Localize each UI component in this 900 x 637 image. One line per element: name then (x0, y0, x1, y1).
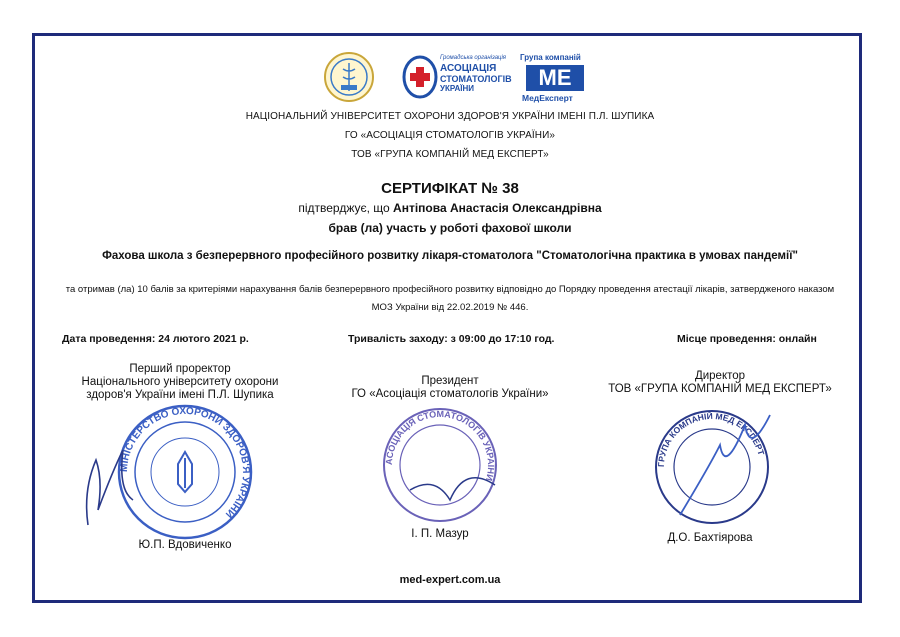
university-emblem-icon (323, 51, 375, 103)
event-date: Дата проведення: 24 лютого 2021 р. (62, 333, 249, 345)
association-logo (402, 53, 512, 103)
org-association: ГО «АСОЦІАЦІЯ СТОМАТОЛОГІВ УКРАЇНИ» (344, 130, 556, 141)
confirms-prefix: підтверджує, що (298, 201, 390, 215)
signatory-3-title (600, 370, 840, 396)
signatory-1-title-line1: Перший проректор (129, 363, 231, 375)
signatory-3-title-line1: Директор (694, 370, 746, 382)
signatory-3-title-line2: ТОВ «ГРУПА КОМПАНІЙ МЕД ЕКСПЕРТ» (608, 383, 832, 395)
university-stamp-text: МІНІСТЕРСТВО ОХОРОНИ ЗДОРОВ'Я УКРАЇНИ (118, 405, 252, 520)
signatory-2-title-line2: ГО «Асоціація стоматологів України» (351, 388, 549, 400)
association-line2: СТОМАТОЛОГІВ (440, 74, 512, 84)
signatory-1-name: Ю.П. Вдовиченко (138, 539, 232, 551)
association-line1: АСОЦІАЦІЯ (440, 63, 497, 74)
school-name: Фахова школа з безперервного професійного розвитку лікаря-стоматолога "Стоматологічна практика в умовах пандемії" (102, 250, 798, 262)
medexpert-logo (520, 53, 592, 105)
event-duration: Тривалість заходу: з 09:00 до 17:10 год. (348, 333, 555, 345)
recipient-name: Антіпова Анастасія Олександрівна (393, 201, 602, 215)
red-cross-icon (402, 55, 438, 99)
event-place: Місце проведення: онлайн (677, 333, 817, 345)
medexpert-top-text: Група компаній (520, 53, 581, 62)
association-line3: УКРАЇНИ (440, 84, 475, 93)
svg-text:ГРУПА КОМПАНІЙ МЕД ЕКСПЕРТ (656, 410, 767, 467)
signatory-1-title-line2: Національного університету охорони (81, 376, 279, 388)
medexpert-bottom-text: МедЕксперт (522, 93, 573, 103)
org-medexpert: ТОВ «ГРУПА КОМПАНІЙ МЕД ЕКСПЕРТ» (351, 149, 549, 160)
signatory-1-title (70, 363, 290, 402)
medexpert-stamp-icon (650, 405, 780, 530)
medexpert-stamp-text: ГРУПА КОМПАНІЙ МЕД ЕКСПЕРТ (655, 410, 767, 468)
association-stamp-text: АСОЦІАЦІЯ СТОМАТОЛОГІВ УКРАЇНИ (383, 408, 497, 482)
points-line2: МОЗ України від 22.02.2019 № 446. (371, 302, 529, 313)
medexpert-mark: МЕ (526, 65, 584, 91)
logo-row (0, 48, 900, 108)
points-line1: та отримав (ла) 10 балів за критеріями нарахування балів безперервного професійного розвитку відповідно до Порядку проведення атестації лікарів, затвердженого наказом (65, 284, 835, 295)
signatory-2-title-line1: Президент (421, 375, 479, 387)
signatory-2-title (340, 375, 560, 401)
org-university: НАЦІОНАЛЬНИЙ УНІВЕРСИТЕТ ОХОРОНИ ЗДОРОВ'Я УКРАЇНИ ІМЕНІ П.Л. ШУПИКА (245, 111, 655, 122)
signatory-1-title-line3: здоров'я України імені П.Л. Шупика (86, 389, 274, 401)
signatory-3-name: Д.О. Бахтіярова (667, 532, 753, 544)
confirms-line (0, 201, 900, 215)
association-name (440, 64, 512, 94)
footer-website[interactable]: med-expert.com.ua (399, 574, 501, 586)
association-stamp-icon (375, 405, 505, 525)
participation-line: брав (ла) участь у роботі фахової школи (328, 221, 572, 235)
association-small-text: Громадська організація (440, 55, 506, 61)
certificate-title: СЕРТИФІКАТ № 38 (381, 180, 519, 197)
signatory-2-name: І. П. Мазур (411, 528, 469, 540)
signature-1-icon (78, 440, 148, 530)
